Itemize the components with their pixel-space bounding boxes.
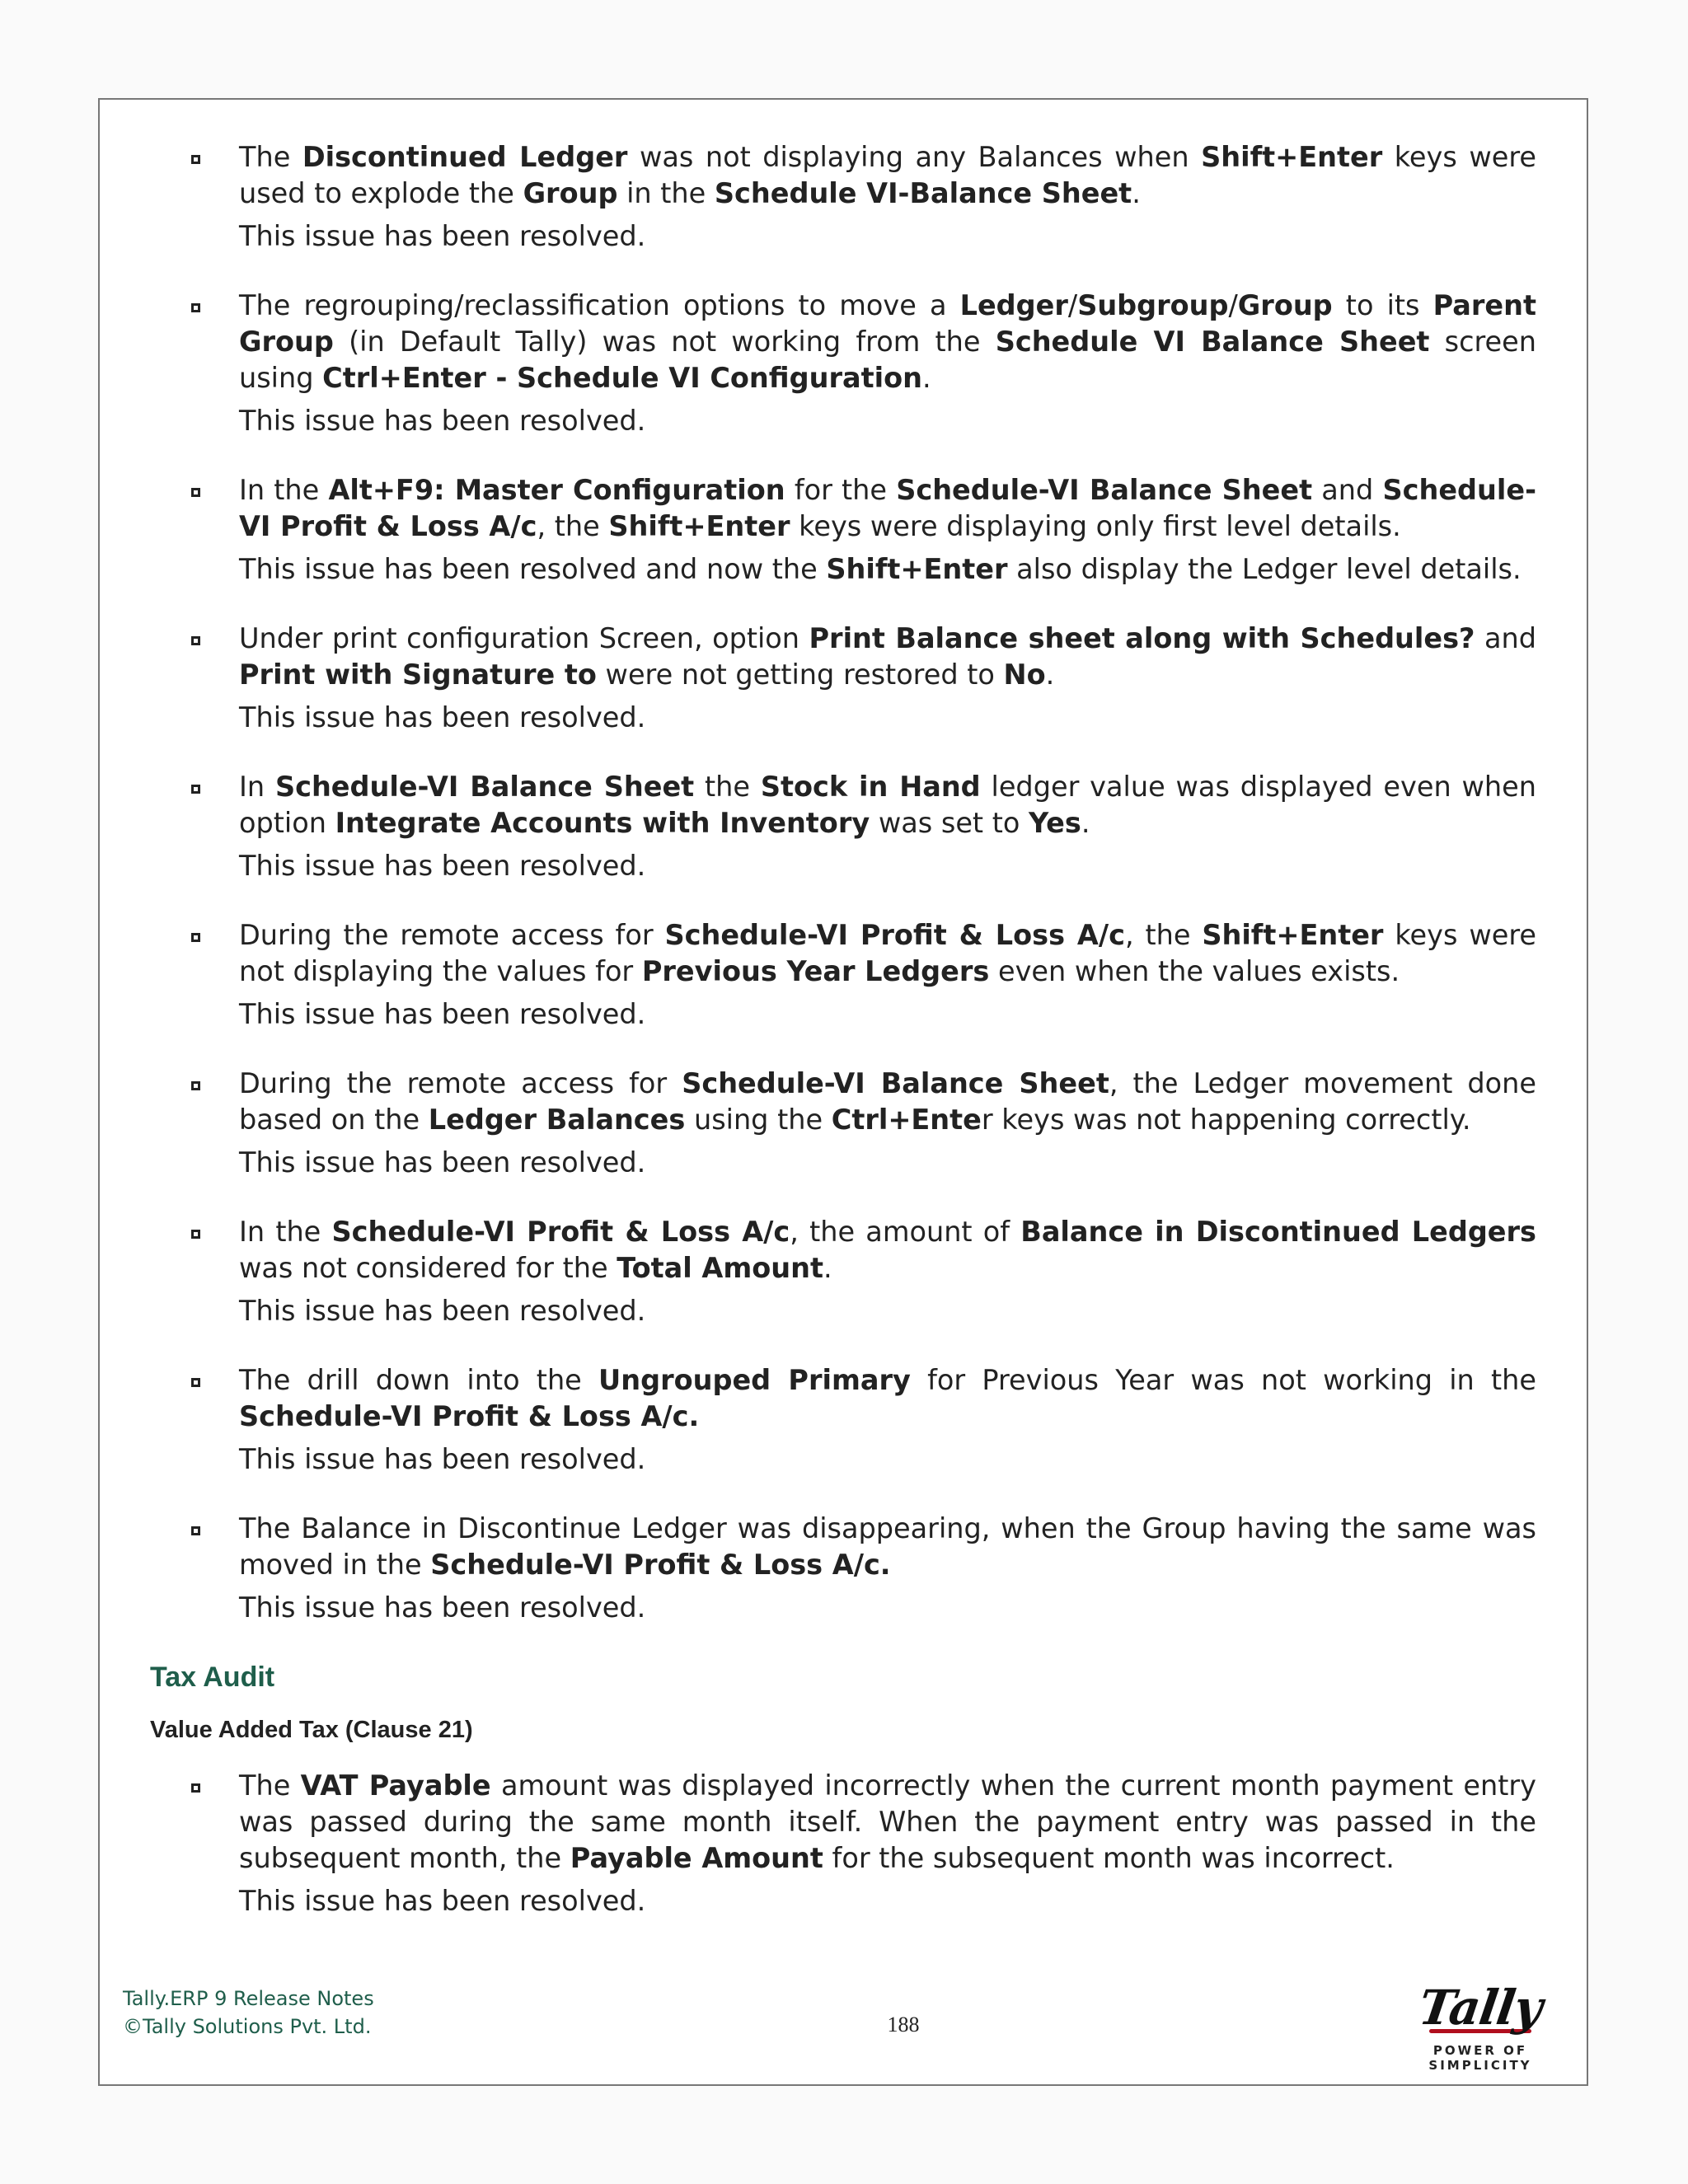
bold-term: Shift+Enter [1201, 141, 1383, 173]
list-item [239, 1066, 1536, 1181]
bold-term: Yes [1029, 807, 1081, 839]
text-run: In the [239, 1216, 332, 1248]
square-bullet-icon [191, 1081, 200, 1090]
text-run: This issue has been resolved. [239, 1885, 646, 1917]
text-run: This issue has been resolved. [239, 1591, 646, 1624]
square-bullet-icon [191, 636, 200, 645]
list-item [239, 1768, 1536, 1919]
text-run: keys were not displaying the values for [239, 919, 1536, 987]
list-item [239, 621, 1536, 736]
bold-term: Payable Amount [570, 1842, 823, 1874]
text-run: keys were displaying only first level details. [790, 510, 1401, 542]
issue-description [239, 1066, 1536, 1138]
text-run: . [921, 362, 931, 394]
square-bullet-icon [191, 303, 200, 312]
text-run: This issue has been resolved. [239, 998, 646, 1030]
text-run: . [1045, 658, 1055, 691]
tally-logo [1381, 1981, 1579, 2073]
square-bullet-icon [191, 1230, 200, 1239]
text-run: amount was displayed incorrectly when the current month payment entry was passed during the same month itself. When the payment entry was passed in the subsequent month, the [239, 1769, 1536, 1874]
bold-term: Ledger [959, 289, 1068, 321]
list-item [239, 472, 1536, 588]
text-run: was not considered for the [239, 1252, 617, 1284]
issue-description [239, 621, 1536, 693]
text-run: The Balance in Discontinue Ledger was disappearing, when the Group having the same was moved in the [239, 1512, 1536, 1581]
square-bullet-icon [191, 1526, 200, 1535]
release-notes-list [100, 139, 1587, 1626]
bold-term: Schedule-VI Balance Sheet [896, 474, 1313, 506]
resolution-note [239, 1590, 1536, 1626]
issue-description [239, 769, 1536, 841]
text-run: for the subsequent month was incorrect. [823, 1842, 1395, 1874]
text-run: (in Default Tally) was not working from the [333, 326, 996, 358]
text-run: even when the values exists. [989, 955, 1400, 987]
text-run: to its [1332, 289, 1433, 321]
text-run: This issue has been resolved. [239, 220, 646, 252]
text-run: Under print configuration Screen, option [239, 622, 809, 654]
text-run: , the [1124, 919, 1203, 951]
text-run: for the [785, 474, 897, 506]
text-run: The [239, 1769, 301, 1802]
bold-term: Schedule-VI Profit & Loss A/c [664, 919, 1125, 951]
section-title: Tax Audit [150, 1661, 275, 1693]
issue-description [239, 1511, 1536, 1583]
text-run: . [1132, 177, 1141, 209]
bold-term: Ctrl+Ente [831, 1104, 982, 1136]
square-bullet-icon [191, 155, 200, 164]
bold-term: Schedule-VI Balance Sheet [274, 771, 695, 803]
bold-term: Schedule-VI Profit & Loss A/c [331, 1216, 790, 1248]
text-run: This issue has been resolved. [239, 1146, 646, 1179]
bold-term: Schedule VI-Balance Sheet [714, 177, 1132, 209]
issue-description [239, 1362, 1536, 1435]
text-run: using the [685, 1104, 832, 1136]
text-run: The drill down into the [239, 1364, 599, 1396]
text-run: During the remote access for [239, 919, 665, 951]
text-run: This issue has been resolved. [239, 1295, 646, 1327]
bold-term: Print Balance sheet along with Schedules? [809, 622, 1475, 654]
footer-copyright: ©Tally Solutions Pvt. Ltd. [123, 2015, 372, 2038]
bold-term: Balance in Discontinued Ledgers [1020, 1216, 1536, 1248]
bold-term: Print with Signature to [239, 658, 597, 691]
resolution-note [239, 1883, 1536, 1919]
bold-term: Group [1237, 289, 1333, 321]
bold-term: Discontinued Ledger [302, 141, 628, 173]
page-number: 188 [887, 2013, 920, 2036]
text-run: . [1081, 807, 1090, 839]
bold-term: Parent Group [239, 289, 1536, 358]
text-run: / [1228, 289, 1238, 321]
text-run: in the [617, 177, 715, 209]
issue-description [239, 139, 1536, 212]
text-run: This issue has been resolved. [239, 405, 646, 437]
resolution-note [239, 996, 1536, 1033]
logo-tagline: POWER OF SIMPLICITY [1428, 2043, 1532, 2073]
bold-term: Integrate Accounts with Inventory [335, 807, 870, 839]
resolution-note [239, 1441, 1536, 1478]
bold-term: Shift+Enter [826, 553, 1008, 585]
resolution-note [239, 403, 1536, 439]
bold-term: Previous Year Ledgers [641, 955, 990, 987]
text-run: This issue has been resolved and now the [239, 553, 827, 585]
text-run: / [1067, 289, 1078, 321]
bold-term: Schedule-VI Profit & Loss A/c. [430, 1549, 891, 1581]
square-bullet-icon [191, 1378, 200, 1387]
bold-term: Schedule-VI Balance Sheet [682, 1067, 1109, 1099]
text-run: the [694, 771, 761, 803]
square-bullet-icon [191, 488, 200, 497]
resolution-note [239, 218, 1536, 255]
bold-term: No [1003, 658, 1046, 691]
list-item [239, 1511, 1536, 1626]
bold-term: Alt+F9: Master Configuration [328, 474, 785, 506]
text-run: During the remote access for [239, 1067, 682, 1099]
bold-term: Ungrouped Primary [598, 1364, 911, 1396]
bold-term: Stock in Hand [760, 771, 981, 803]
section-items-list [100, 1768, 1587, 1919]
text-run: , the amount of [790, 1216, 1021, 1248]
text-run: ledger value was displayed even when option [239, 771, 1536, 839]
text-run: This issue has been resolved. [239, 701, 646, 733]
bold-term: Ctrl+Enter - Schedule VI Configuration [322, 362, 922, 394]
issue-description [239, 1768, 1536, 1877]
text-run: The [239, 141, 302, 173]
text-run: , the [537, 510, 609, 542]
issue-description [239, 1214, 1536, 1286]
text-run: In the [239, 474, 329, 506]
text-run: and [1475, 622, 1536, 654]
square-bullet-icon [191, 933, 200, 942]
text-run: The regrouping/reclassification options to move a [239, 289, 960, 321]
bold-term: Subgroup [1077, 289, 1229, 321]
bold-term: Total Amount [617, 1252, 823, 1284]
text-run: were not getting restored to [596, 658, 1004, 691]
text-run: In [239, 771, 275, 803]
text-run: for Previous Year was not working in the [910, 1364, 1537, 1396]
bold-term: Schedule-VI Profit & Loss A/c. [239, 1400, 700, 1432]
resolution-note [239, 848, 1536, 884]
bold-term: Schedule VI Balance Sheet [995, 326, 1430, 358]
text-run: keys were used to explode the [239, 141, 1536, 209]
resolution-note [239, 551, 1536, 588]
bold-term: VAT Payable [300, 1769, 491, 1802]
issue-description [239, 288, 1536, 396]
document-page [98, 98, 1588, 2086]
text-run: r keys was not happening correctly. [981, 1104, 1471, 1136]
page-content [100, 139, 1587, 1919]
list-item [239, 139, 1536, 255]
list-item [239, 1362, 1536, 1478]
text-run: and [1312, 474, 1383, 506]
issue-description [239, 472, 1536, 545]
text-run: This issue has been resolved. [239, 850, 646, 882]
list-item [239, 769, 1536, 884]
resolution-note [239, 1293, 1536, 1329]
bold-term: Shift+Enter [1202, 919, 1384, 951]
text-run: also display the Ledger level details. [1007, 553, 1522, 585]
bold-term: Group [523, 177, 618, 209]
bold-term: Ledger Balances [428, 1104, 686, 1136]
square-bullet-icon [191, 1783, 200, 1793]
footer-doc-title: Tally.ERP 9 Release Notes [123, 1987, 374, 2010]
list-item [239, 917, 1536, 1033]
square-bullet-icon [191, 785, 200, 794]
resolution-note [239, 1145, 1536, 1181]
text-run: was not displaying any Balances when [627, 141, 1202, 173]
logo-wordmark: Tally [1415, 1980, 1545, 2036]
text-run: , the Ledger movement done based on the [239, 1067, 1536, 1136]
list-item [239, 288, 1536, 439]
text-run: . [823, 1252, 832, 1284]
bold-term: Schedule-VI Profit & Loss A/c [239, 474, 1536, 542]
section-subtitle: Value Added Tax (Clause 21) [150, 1717, 473, 1743]
bold-term: Shift+Enter [608, 510, 790, 542]
list-item [239, 1214, 1536, 1329]
text-run: was set to [870, 807, 1029, 839]
issue-description [239, 917, 1536, 990]
text-run: This issue has been resolved. [239, 1443, 646, 1475]
resolution-note [239, 700, 1536, 736]
text-run: screen using [239, 326, 1537, 394]
